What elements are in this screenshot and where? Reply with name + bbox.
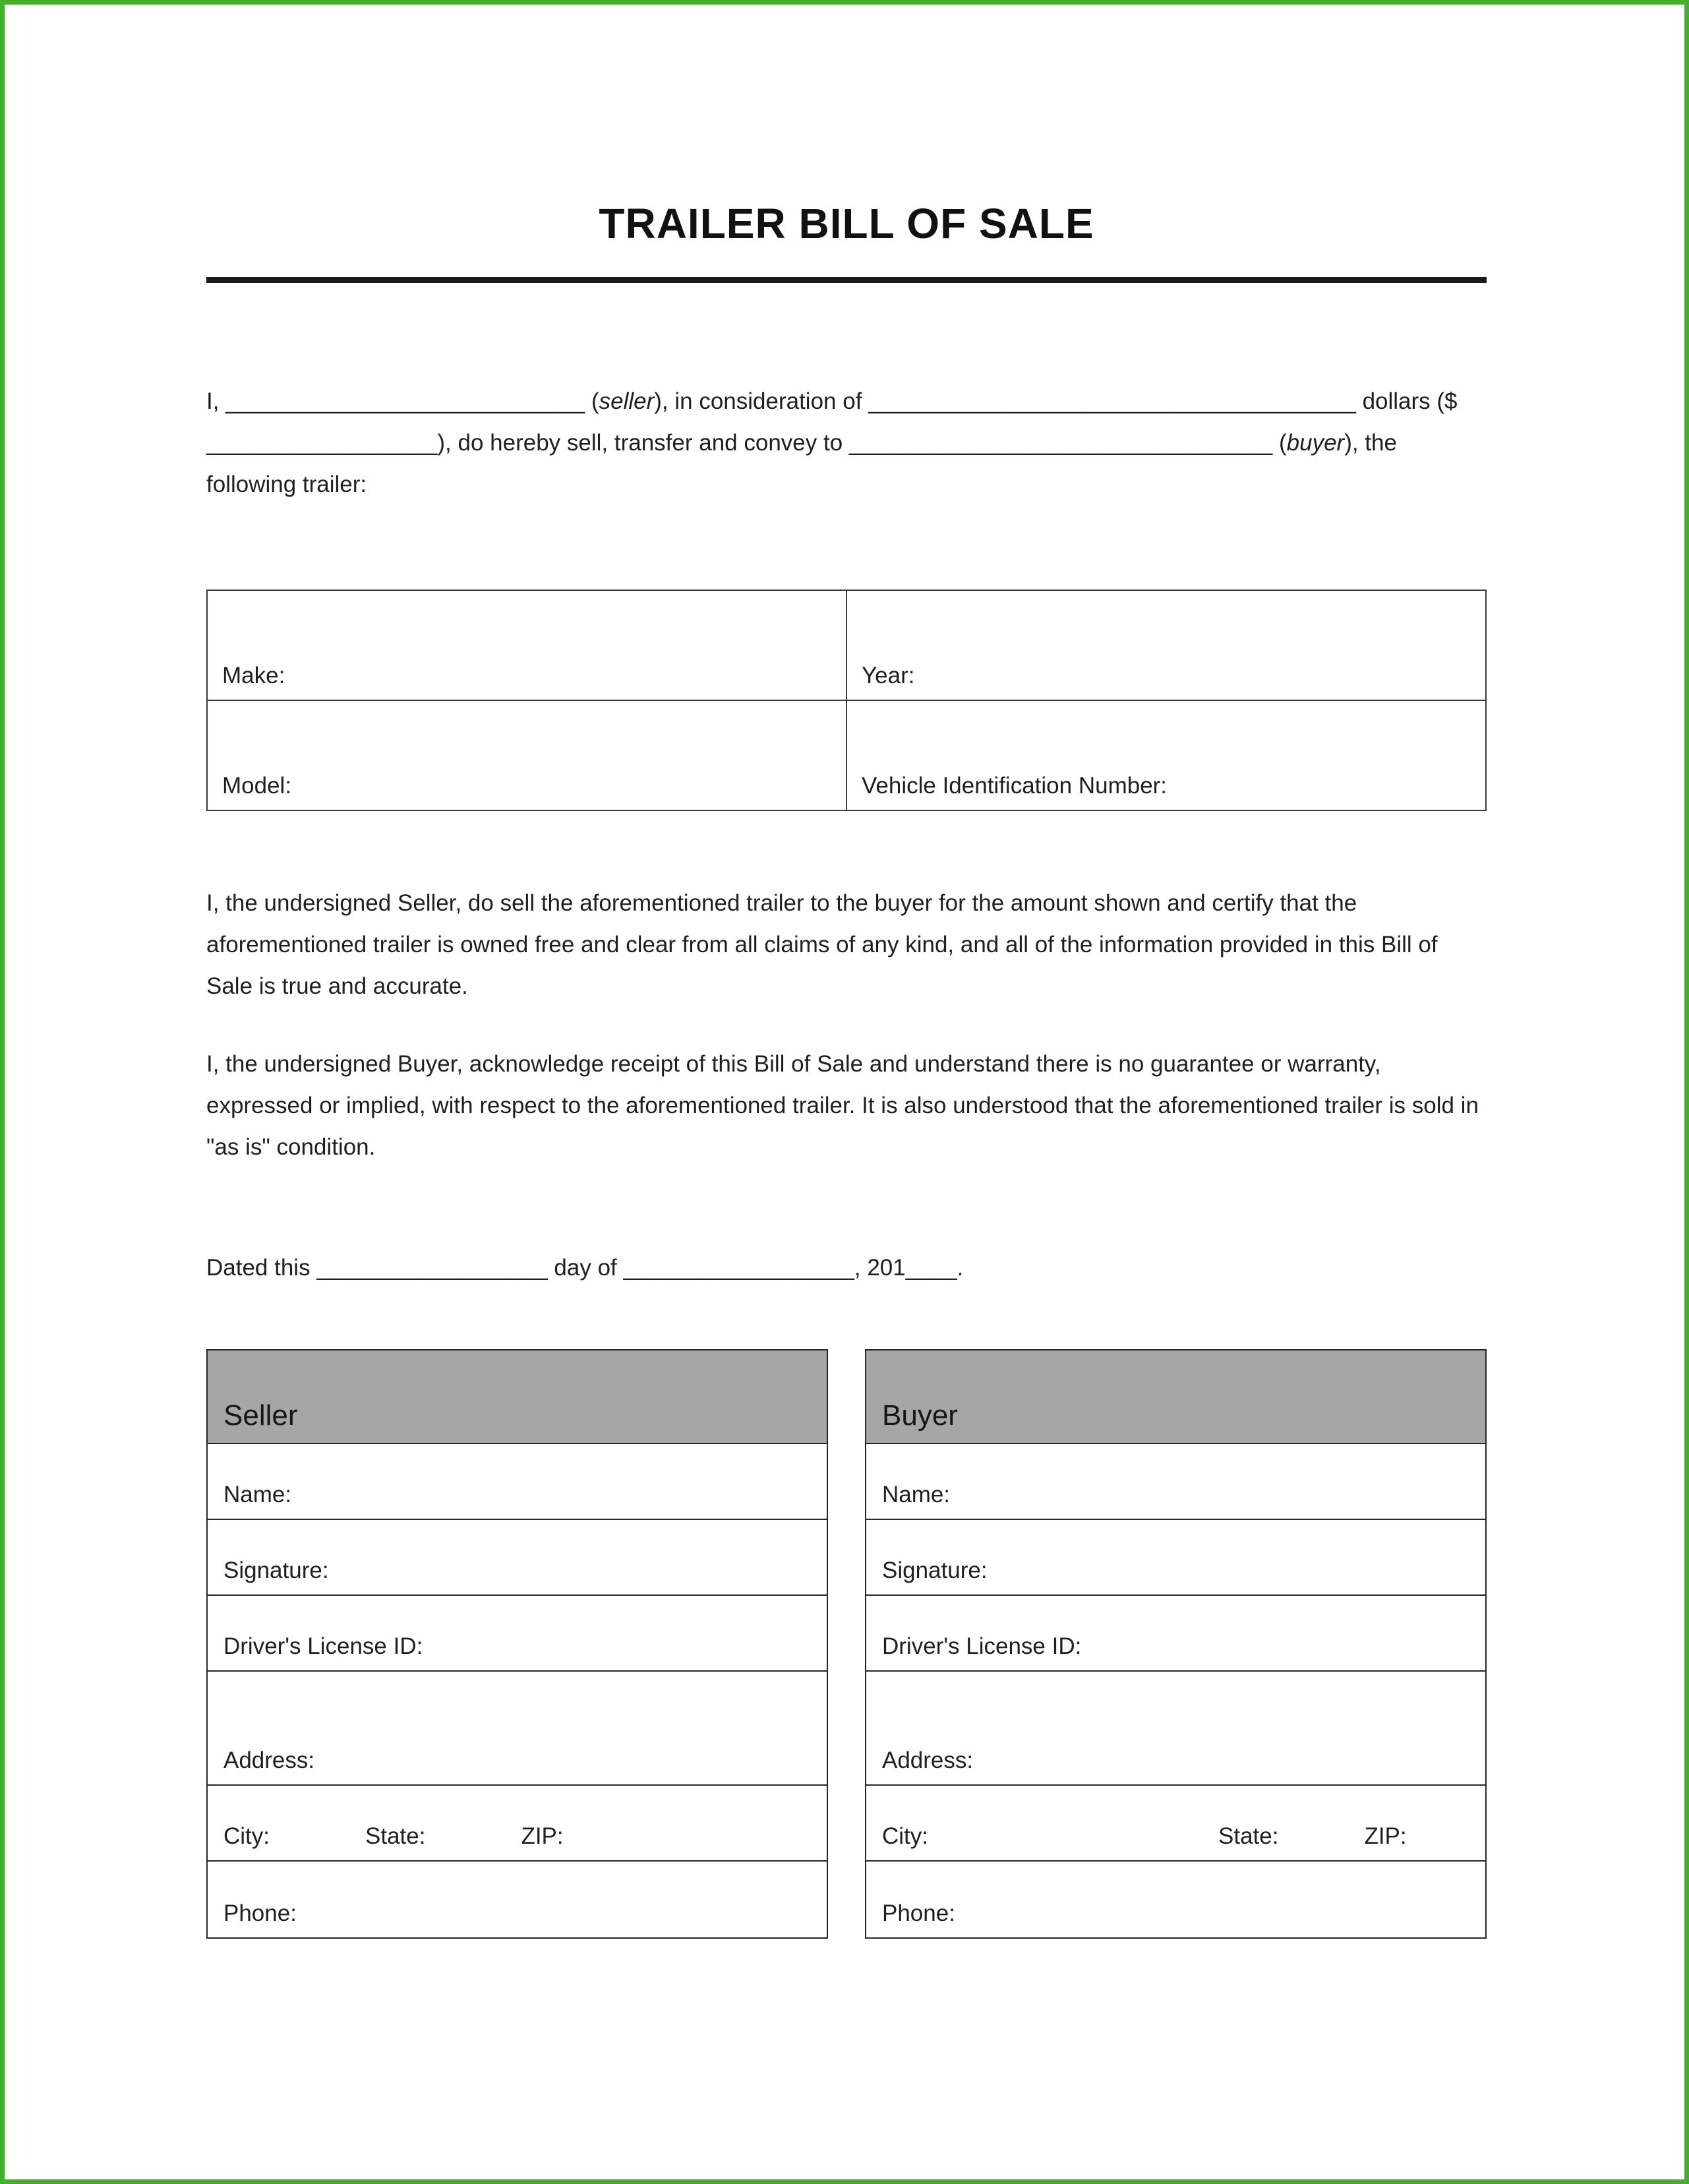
seller-name-label: Name: (223, 1482, 292, 1507)
seller-signature-label: Signature: (223, 1558, 329, 1583)
buyer-city-state-zip-row (866, 1786, 1485, 1862)
year-cell (846, 590, 1486, 700)
buyer-statement-paragraph: I, the undersigned Buyer, acknowledge receipt of this Bill of Sale and understand there is no guarantee or warranty, expressed or implied, with respect to the aforementioned trailer. It is also understood that the aforementioned trailer is sold in "as is" condition. (206, 1051, 1479, 1160)
seller-statement-paragraph: I, the undersigned Seller, do sell the aforementioned trailer to the buyer for the amount shown and certify that the aforementioned trailer is owned free and clear from all claims of any kind, and all of the information provided in this Bill of Sale is true and accurate. (206, 890, 1438, 999)
year-blank: ____ (905, 1255, 957, 1281)
seller-name-row (208, 1444, 827, 1520)
intro-text-1: I, (206, 388, 226, 414)
intro-text-2: ( (585, 388, 599, 414)
buyer-state-label: State: (1218, 1823, 1279, 1849)
buyer-zip-label: ZIP: (1364, 1823, 1407, 1849)
dated-line (206, 1247, 1487, 1289)
model-cell (207, 700, 846, 810)
day-blank: __________________ (316, 1255, 548, 1281)
seller-address-row (208, 1672, 827, 1786)
seller-phone-row (208, 1862, 827, 1937)
signature-section (206, 1349, 1487, 1939)
dated-text-4: . (957, 1255, 964, 1281)
intro-paragraph (206, 380, 1487, 505)
seller-phone-label: Phone: (223, 1900, 297, 1926)
buyer-address-label: Address: (882, 1747, 974, 1773)
buyer-table (865, 1349, 1487, 1939)
month-blank: __________________ (623, 1255, 854, 1281)
vehicle-table-row-2 (207, 700, 1486, 810)
consideration-blank: ______________________________________ (868, 388, 1356, 414)
buyer-table-header: Buyer (866, 1350, 1485, 1444)
buyer-name-label: Name: (882, 1482, 951, 1507)
seller-signature-row (208, 1520, 827, 1596)
seller-city-label: City: (223, 1823, 270, 1849)
seller-table-header: Seller (208, 1350, 827, 1444)
year-label: Year: (862, 663, 915, 688)
vin-label: Vehicle Identification Number: (862, 773, 1168, 799)
vin-cell (846, 700, 1486, 810)
seller-license-row (208, 1596, 827, 1672)
title-divider (206, 277, 1487, 283)
make-label: Make: (222, 663, 285, 688)
dated-text-1: Dated this (206, 1255, 317, 1281)
model-label: Model: (222, 773, 292, 799)
seller-zip-label: ZIP: (521, 1823, 564, 1849)
dated-text-3: , 201 (854, 1255, 906, 1281)
intro-text-3: ), in consideration of (654, 388, 869, 414)
document-content (5, 199, 1684, 1939)
intro-text-4: dollars ($ (1355, 388, 1458, 414)
buyer-name-blank: _________________________________ (848, 430, 1273, 456)
buyer-address-row (866, 1672, 1485, 1786)
buyer-signature-row (866, 1520, 1485, 1596)
intro-text-5: ), do hereby sell, transfer and convey to (437, 430, 849, 456)
seller-state-label: State: (365, 1823, 426, 1849)
seller-name-blank: ____________________________ (225, 388, 585, 414)
intro-text-6: ( (1272, 430, 1287, 456)
vehicle-info-table (206, 590, 1487, 811)
dated-text-2: day of (547, 1255, 624, 1281)
vehicle-table-row-1 (207, 590, 1486, 700)
buyer-phone-label: Phone: (882, 1900, 955, 1926)
dollar-amount-blank: __________________ (206, 430, 438, 456)
make-cell (207, 590, 846, 700)
seller-table (206, 1349, 828, 1939)
page-title: TRAILER BILL OF SALE (599, 200, 1094, 247)
intro-text-7: ), the following trailer: (206, 430, 1397, 497)
buyer-word: buyer (1286, 430, 1345, 456)
seller-license-label: Driver's License ID: (223, 1633, 423, 1659)
buyer-license-row (866, 1596, 1485, 1672)
buyer-phone-row (866, 1862, 1485, 1937)
buyer-license-label: Driver's License ID: (882, 1633, 1082, 1659)
seller-city-state-zip-row (208, 1786, 827, 1862)
buyer-city-label: City: (882, 1823, 928, 1849)
buyer-name-row (866, 1444, 1485, 1520)
buyer-signature-label: Signature: (882, 1558, 988, 1583)
seller-word: seller (599, 388, 655, 414)
seller-address-label: Address: (223, 1747, 315, 1773)
